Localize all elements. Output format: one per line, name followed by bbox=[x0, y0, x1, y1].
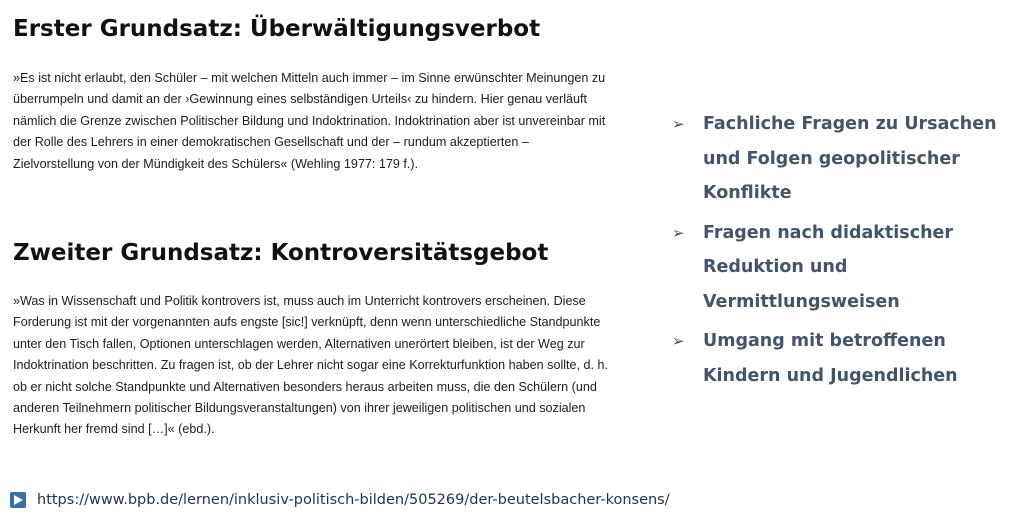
arrow-bullet-icon: ➢ bbox=[672, 332, 685, 350]
bullet-text: Umgang mit betroffenen Kindern und Jugendlichen bbox=[703, 331, 958, 386]
quote-wehling: »Es ist nicht erlaubt, den Schüler – mit welchen Mitteln auch immer – im Sinne erwünschter Meinungen zu überrumpeln und damit an der ›Gewinnung eines selbständigen Urteils‹ zu hindern. Hier genau verläuft nämlich die Grenze zwischen Politischer Bildung und Indoktrination. Indoktrination aber ist unvereinbar mit der Rolle des Lehrers in einer demokratischen Gesellschaft und der – rundum akzeptierten – Zielvorstellung von der Mündigkeit des Schülers« (Wehling 1977: 179 f.). bbox=[13, 71, 606, 171]
bullet-item bbox=[672, 107, 1017, 211]
source-url-link[interactable]: https://www.bpb.de/lernen/inklusiv-politisch-bilden/505269/der-beutelsbacher-konsens/ bbox=[37, 492, 670, 508]
key-questions-list bbox=[672, 107, 1017, 398]
arrow-bullet-icon: ➢ bbox=[672, 223, 685, 242]
quote-ebd: »Was in Wissenschaft und Politik kontrovers ist, muss auch im Unterricht kontrovers erscheinen. Diese Forderung ist mit der vorgenannten aufs engste [sic!] verknüpft, denn wenn unterschiedliche Standpunkte unter den Tisch fallen, Optionen unterschlagen werden, Alternativen unerörtert bleiben, ist der Weg zur Indoktrination beschritten. Zu fragen ist, ob der Lehrer nicht sogar eine Korrekturfunktion haben sollte, d. h. ob er nicht solche Standpunkte und Alternativen besonders heraus arbeiten muss, die den Schülern (und anderen Teilnehmern politischer Bildungsveranstaltungen) von ihrer jeweiligen politischen und sozialen Herkunft her fremd sind […]« (ebd.). bbox=[13, 294, 609, 437]
bullet-text: Fachliche Fragen zu Ursachen und Folgen geopolitischer Konflikte bbox=[703, 114, 997, 203]
play-icon[interactable] bbox=[10, 492, 26, 508]
bullet-item bbox=[672, 216, 1017, 320]
source-link-row bbox=[10, 489, 670, 511]
heading-kontroversitaetsgebot: Zweiter Grundsatz: Kontroversitätsgebot bbox=[13, 240, 549, 266]
bullet-text: Fragen nach didaktischer Reduktion und Vermittlungsweisen bbox=[703, 222, 954, 312]
heading-ueberwaeltigungsverbot: Erster Grundsatz: Überwältigungsverbot bbox=[13, 16, 541, 42]
arrow-bullet-icon: ➢ bbox=[672, 115, 685, 133]
bullet-item bbox=[672, 324, 1017, 393]
